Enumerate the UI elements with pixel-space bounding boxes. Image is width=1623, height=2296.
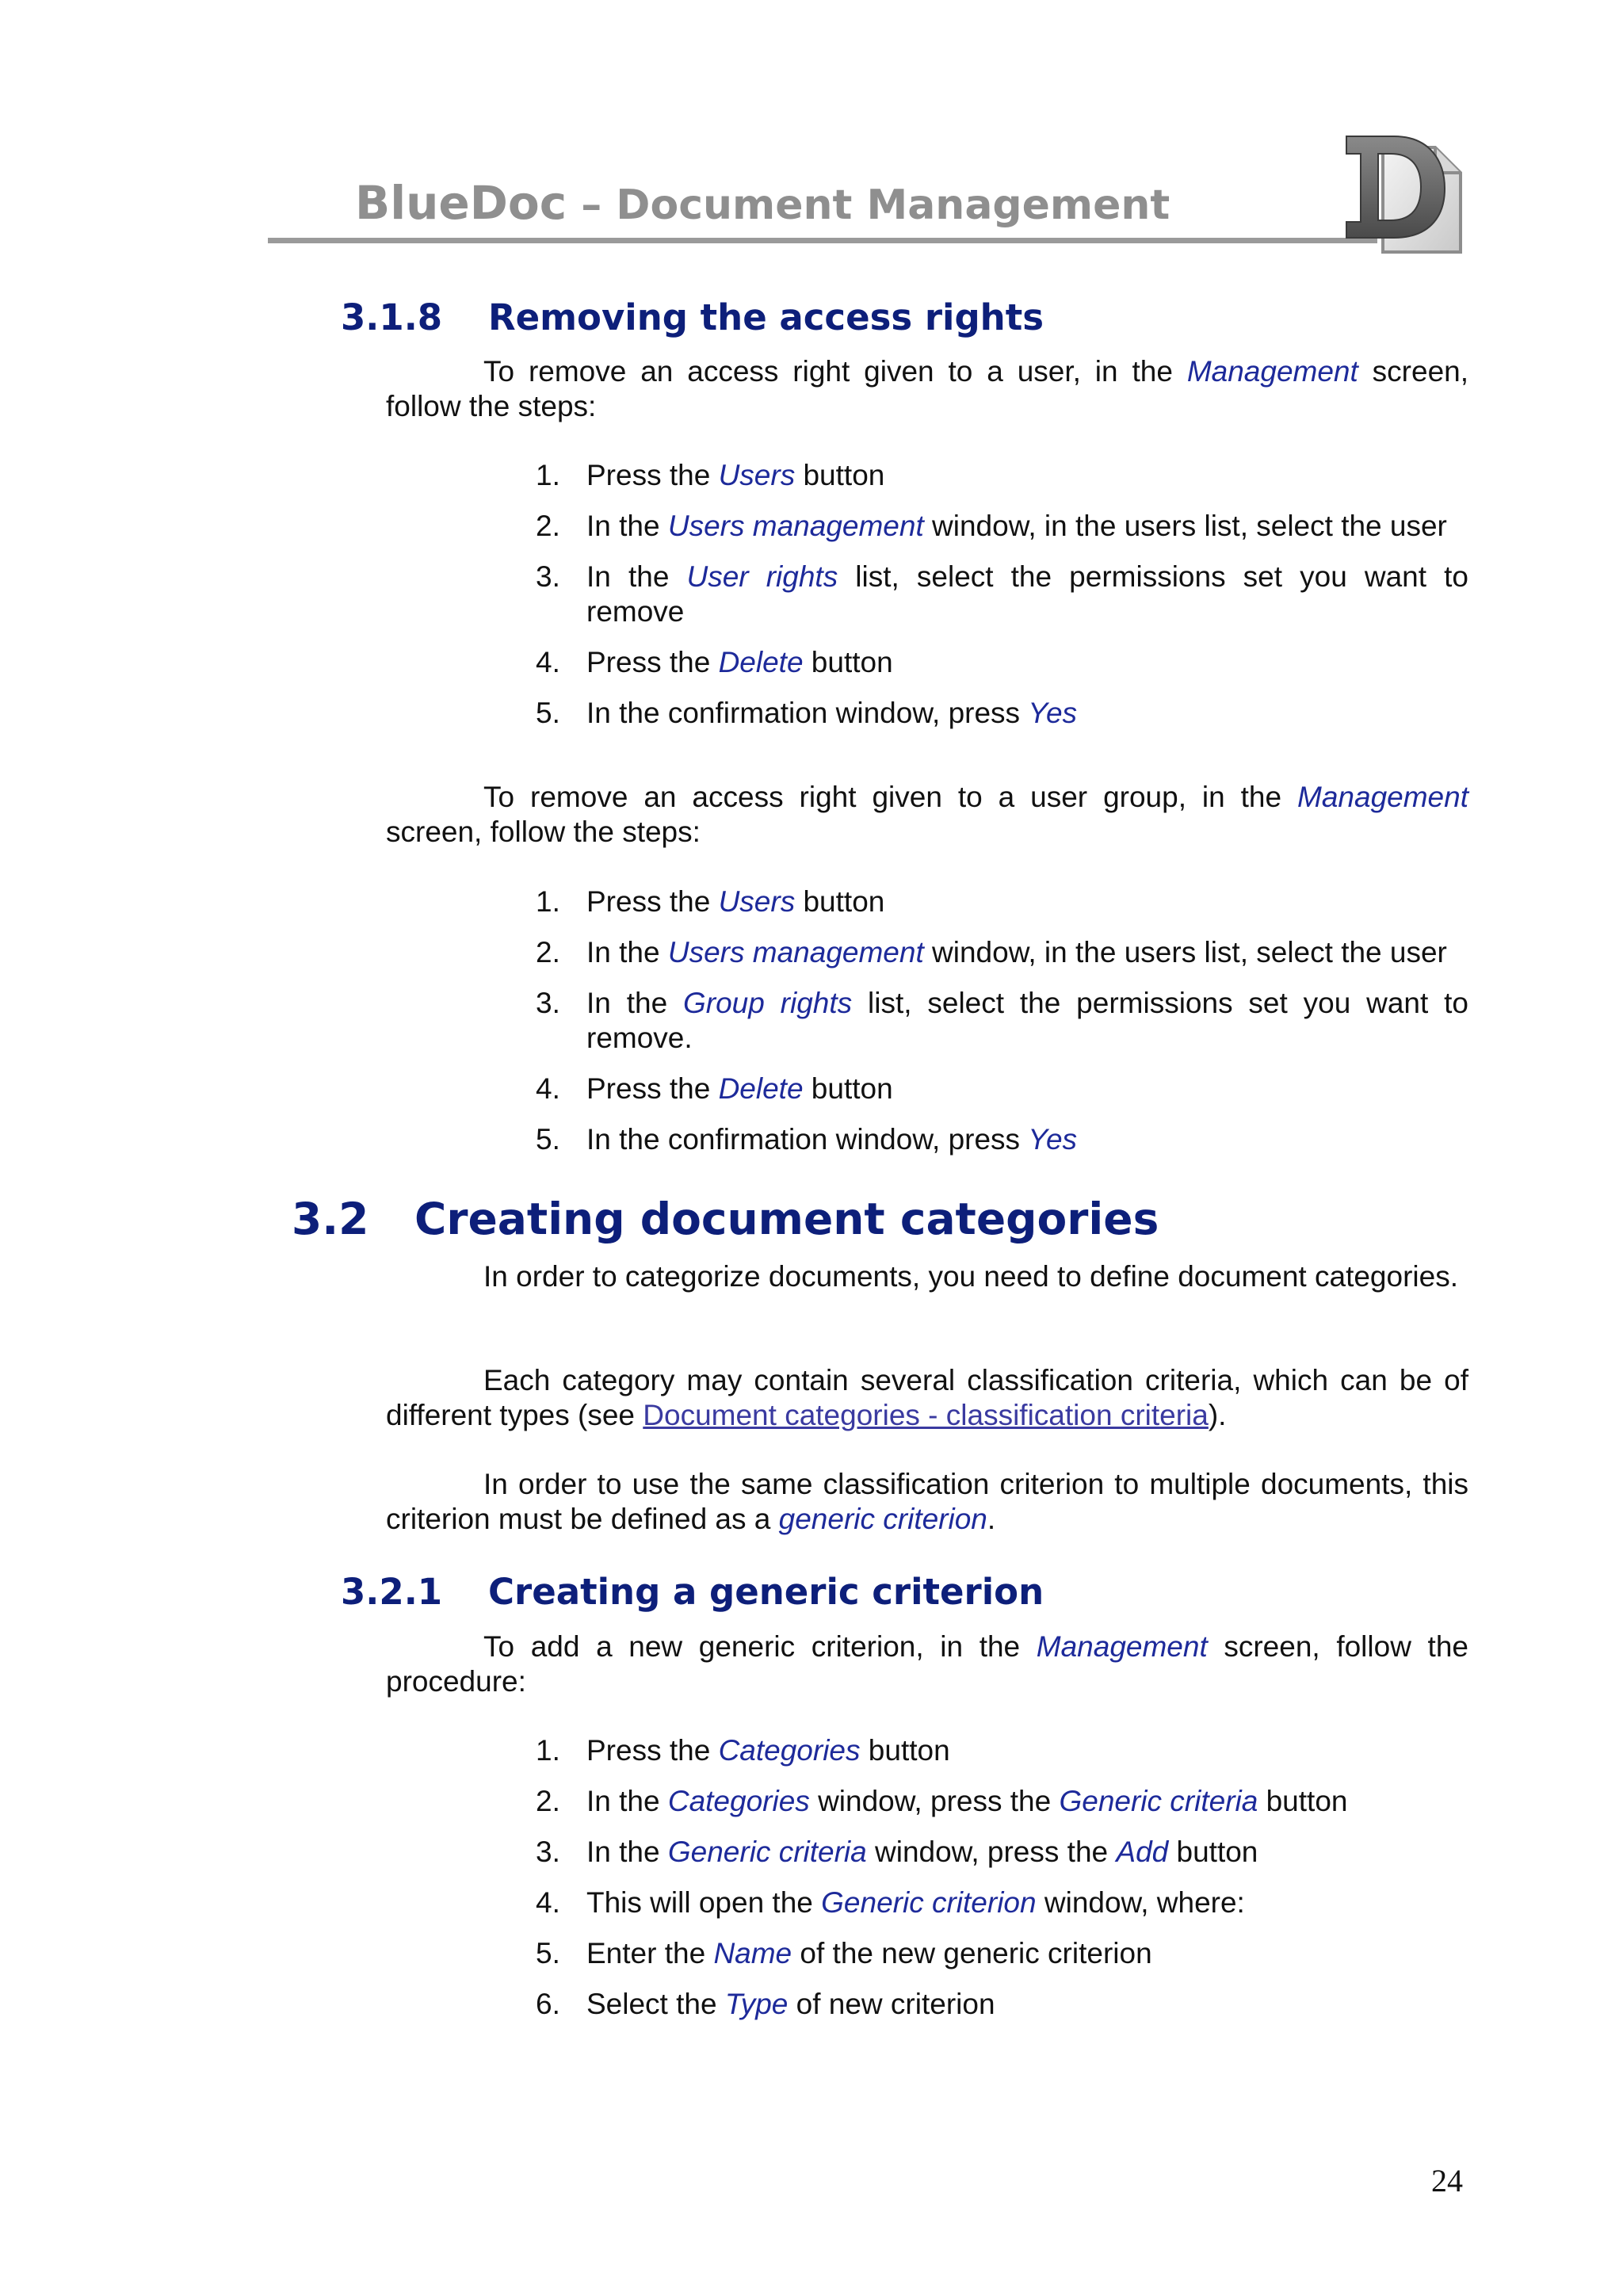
list-item: 4. Press the Delete button — [536, 646, 893, 678]
steps-list-add-generic-criterion — [536, 1733, 1468, 2038]
section-title: Removing the access rights — [488, 296, 1044, 338]
section-number: 3.1.8 — [341, 296, 443, 338]
list-item: 4. This will open the Generic criterion window, where: — [536, 1886, 1245, 1919]
steps-list-remove-user-right — [536, 458, 1468, 747]
steps-list-remove-group-right — [536, 884, 1468, 1173]
page-number: 24 — [1431, 2163, 1463, 2199]
paragraph-add-generic-criterion-intro: To add a new generic criterion, in the Management screen, follow the procedure: — [386, 1630, 1468, 1698]
list-item: 5. In the confirmation window, press Yes — [536, 1123, 1078, 1156]
link-document-categories-criteria[interactable]: Document categories - classification criteria — [643, 1399, 1209, 1431]
section-number: 3.2 — [292, 1194, 369, 1244]
list-item: 1. Press the Users button — [536, 885, 885, 918]
emphasis-management: Management — [1036, 1630, 1208, 1663]
list-item: 2. In the Categories window, press the Generic criteria button — [536, 1785, 1348, 1817]
list-item: 3. In the User rights list, select the permissions set you want to remove — [536, 560, 1468, 628]
list-item: 3. In the Group rights list, select the permissions set you want to remove. — [536, 987, 1468, 1054]
section-heading-3-2-1 — [341, 1571, 1044, 1613]
header-brand: BlueDoc — [355, 176, 567, 230]
list-item: 6. Select the Type of new criterion — [536, 1988, 995, 2020]
section-title: Creating document categories — [414, 1194, 1159, 1244]
list-item: 1. Press the Categories button — [536, 1734, 950, 1767]
section-heading-3-2 — [292, 1194, 1159, 1244]
document-header-title — [355, 176, 1170, 230]
list-item: 5. Enter the Name of the new generic criterion — [536, 1937, 1152, 1969]
paragraph-remove-user-right-intro: To remove an access right given to a user, in the Management screen, follow the steps: — [386, 355, 1468, 422]
list-item: 4. Press the Delete button — [536, 1072, 893, 1105]
bluedoc-logo-icon — [1342, 133, 1468, 258]
list-item: 2. In the Users management window, in the users list, select the user — [536, 510, 1447, 542]
list-item: 3. In the Generic criteria window, press the Add button — [536, 1836, 1258, 1868]
emphasis-management: Management — [1297, 781, 1468, 813]
section-title: Creating a generic criterion — [488, 1571, 1044, 1613]
paragraph-categorize-intro: In order to categorize documents, you need to define document categories. — [483, 1260, 1458, 1293]
paragraph-classification-criteria: Each category may contain several classification criteria, which can be of different types (see Document categories - classification criteria). — [386, 1364, 1468, 1431]
section-heading-3-1-8 — [341, 296, 1044, 338]
emphasis-management: Management — [1186, 355, 1358, 388]
emphasis-generic-criterion: generic criterion — [778, 1503, 987, 1535]
paragraph-remove-group-right-intro: To remove an access right given to a user group, in the Management screen, follow the steps: — [386, 781, 1468, 848]
list-item: 2. In the Users management window, in the users list, select the user — [536, 936, 1447, 968]
paragraph-generic-criterion-intro: In order to use the same classification criterion to multiple documents, this criterion must be defined as a generic criterion. — [386, 1468, 1468, 1535]
header-rule — [268, 238, 1377, 243]
list-item: 1. Press the Users button — [536, 459, 885, 491]
header-subtitle: – Document Management — [567, 181, 1170, 229]
section-number: 3.2.1 — [341, 1571, 443, 1613]
list-item: 5. In the confirmation window, press Yes — [536, 697, 1078, 729]
